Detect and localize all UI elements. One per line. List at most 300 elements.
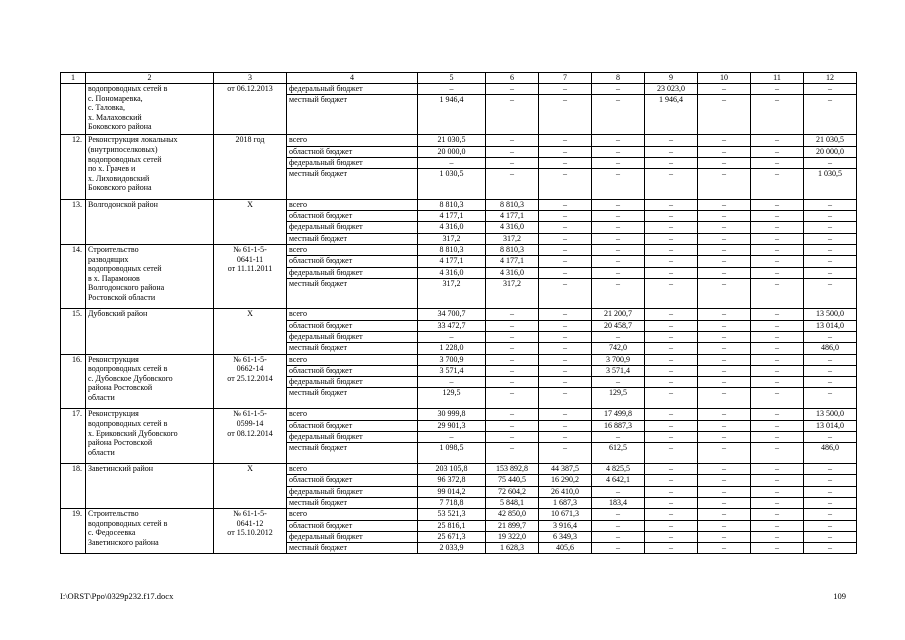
funding-source: федеральный бюджет — [287, 157, 418, 168]
amount-cell: – — [539, 420, 592, 431]
row-number: 14. — [61, 244, 86, 308]
amount-cell: – — [645, 377, 698, 388]
amount-cell: 317,2 — [418, 233, 486, 244]
amount-cell: – — [645, 199, 698, 210]
amount-cell: 99 014,2 — [418, 486, 486, 497]
amount-cell: 20 000,0 — [418, 146, 486, 157]
amount-cell: – — [592, 95, 645, 135]
table-row — [61, 199, 857, 210]
amount-cell: – — [592, 278, 645, 309]
amount-cell: – — [645, 157, 698, 168]
amount-cell: – — [592, 543, 645, 554]
amount-cell: – — [751, 267, 804, 278]
amount-cell: 4 177,1 — [418, 211, 486, 222]
amount-cell: 10 671,3 — [539, 509, 592, 520]
funding-source: местный бюджет — [287, 233, 418, 244]
amount-cell: – — [486, 431, 539, 442]
amount-cell: – — [804, 233, 857, 244]
amount-cell: – — [486, 146, 539, 157]
amount-cell: 17 499,8 — [592, 409, 645, 420]
document-info: 2018 год — [214, 135, 287, 199]
amount-cell: 4 177,1 — [486, 256, 539, 267]
amount-cell: – — [486, 320, 539, 331]
amount-cell: – — [645, 244, 698, 255]
amount-cell: – — [698, 278, 751, 309]
amount-cell: 21 030,5 — [418, 135, 486, 146]
amount-cell: – — [751, 222, 804, 233]
amount-cell: – — [486, 365, 539, 376]
amount-cell: 72 604,2 — [486, 486, 539, 497]
amount-cell: – — [539, 309, 592, 320]
row-number — [61, 84, 86, 135]
table-body — [61, 84, 857, 554]
amount-cell: – — [645, 520, 698, 531]
amount-cell: – — [592, 146, 645, 157]
amount-cell: – — [804, 267, 857, 278]
document-info: Х — [214, 464, 287, 509]
row-number: 12. — [61, 135, 86, 199]
amount-cell: 4 642,1 — [592, 475, 645, 486]
amount-cell: – — [698, 135, 751, 146]
amount-cell: – — [539, 135, 592, 146]
funding-source: всего — [287, 199, 418, 210]
funding-source: местный бюджет — [287, 498, 418, 509]
amount-cell: – — [804, 331, 857, 342]
amount-cell: 486,0 — [804, 443, 857, 464]
amount-cell: – — [751, 343, 804, 354]
amount-cell: – — [698, 486, 751, 497]
amount-cell: – — [751, 157, 804, 168]
amount-cell: – — [751, 331, 804, 342]
funding-source: федеральный бюджет — [287, 377, 418, 388]
funding-source: областной бюджет — [287, 475, 418, 486]
amount-cell: – — [698, 95, 751, 135]
funding-source: федеральный бюджет — [287, 222, 418, 233]
amount-cell: – — [486, 420, 539, 431]
column-header: 10 — [698, 73, 751, 84]
amount-cell: – — [418, 377, 486, 388]
amount-cell: – — [592, 233, 645, 244]
amount-cell: 4 177,1 — [418, 256, 486, 267]
amount-cell: – — [645, 365, 698, 376]
amount-cell: 2 033,9 — [418, 543, 486, 554]
amount-cell: – — [804, 388, 857, 409]
amount-cell: 21 030,5 — [804, 135, 857, 146]
amount-cell: – — [539, 84, 592, 95]
amount-cell: 486,0 — [804, 343, 857, 354]
amount-cell: 1 030,5 — [804, 169, 857, 200]
amount-cell: 13 500,0 — [804, 309, 857, 320]
amount-cell: – — [486, 331, 539, 342]
amount-cell: – — [751, 365, 804, 376]
amount-cell: – — [698, 377, 751, 388]
amount-cell: 4 316,0 — [418, 222, 486, 233]
amount-cell: – — [486, 135, 539, 146]
amount-cell: 1 228,0 — [418, 343, 486, 354]
amount-cell: 23 023,0 — [645, 84, 698, 95]
amount-cell: – — [698, 244, 751, 255]
object-name: Реконструкция водопроводных сетей в х. Ериковский Дубовского района Ростовской области — [86, 409, 214, 464]
document-info: № 61-1-5- 0662-14 от 25.12.2014 — [214, 354, 287, 409]
amount-cell: – — [539, 199, 592, 210]
amount-cell: – — [698, 146, 751, 157]
amount-cell: – — [751, 244, 804, 255]
amount-cell: 25 816,1 — [418, 520, 486, 531]
amount-cell: – — [804, 498, 857, 509]
amount-cell: – — [418, 84, 486, 95]
amount-cell: – — [751, 543, 804, 554]
amount-cell: – — [539, 365, 592, 376]
amount-cell: – — [698, 256, 751, 267]
amount-cell: – — [592, 531, 645, 542]
amount-cell: – — [645, 256, 698, 267]
amount-cell: – — [698, 157, 751, 168]
amount-cell: – — [418, 431, 486, 442]
amount-cell: 25 671,3 — [418, 531, 486, 542]
amount-cell: 42 850,0 — [486, 509, 539, 520]
column-header: 12 — [804, 73, 857, 84]
amount-cell: – — [751, 354, 804, 365]
funding-source: федеральный бюджет — [287, 331, 418, 342]
amount-cell: 317,2 — [418, 278, 486, 309]
amount-cell: – — [645, 498, 698, 509]
funding-source: федеральный бюджет — [287, 84, 418, 95]
amount-cell: – — [751, 278, 804, 309]
funding-source: всего — [287, 464, 418, 475]
column-header: 9 — [645, 73, 698, 84]
amount-cell: – — [698, 498, 751, 509]
amount-cell: – — [804, 431, 857, 442]
object-name: Волгодонской район — [86, 199, 214, 244]
amount-cell: 317,2 — [486, 233, 539, 244]
amount-cell: 21 899,7 — [486, 520, 539, 531]
object-name: Заветинский район — [86, 464, 214, 509]
amount-cell: 4 177,1 — [486, 211, 539, 222]
document-info: № 61-1-5- 0641-11 от 11.11.2011 — [214, 244, 287, 308]
amount-cell: 16 290,2 — [539, 475, 592, 486]
amount-cell: – — [645, 267, 698, 278]
amount-cell: – — [751, 320, 804, 331]
amount-cell: 21 200,7 — [592, 309, 645, 320]
amount-cell: – — [698, 388, 751, 409]
amount-cell: – — [698, 475, 751, 486]
amount-cell: – — [698, 443, 751, 464]
column-header: 11 — [751, 73, 804, 84]
object-name: водопроводных сетей в с. Пономаревка, с. Таловка, х. Малаховский Боковского района — [86, 84, 214, 135]
amount-cell: – — [751, 520, 804, 531]
amount-cell: – — [539, 267, 592, 278]
amount-cell: – — [804, 365, 857, 376]
amount-cell: – — [804, 157, 857, 168]
amount-cell: – — [751, 309, 804, 320]
budget-table — [60, 72, 857, 554]
amount-cell: 203 105,8 — [418, 464, 486, 475]
amount-cell: – — [539, 331, 592, 342]
amount-cell: – — [592, 135, 645, 146]
amount-cell: – — [592, 199, 645, 210]
amount-cell: – — [486, 169, 539, 200]
amount-cell: 183,4 — [592, 498, 645, 509]
amount-cell: – — [804, 354, 857, 365]
funding-source: местный бюджет — [287, 543, 418, 554]
amount-cell: – — [698, 84, 751, 95]
amount-cell: 26 410,0 — [539, 486, 592, 497]
amount-cell: – — [804, 95, 857, 135]
amount-cell: – — [751, 486, 804, 497]
funding-source: федеральный бюджет — [287, 486, 418, 497]
amount-cell: – — [804, 475, 857, 486]
amount-cell: – — [751, 498, 804, 509]
amount-cell: – — [486, 354, 539, 365]
amount-cell: – — [486, 95, 539, 135]
amount-cell: 8 810,3 — [418, 244, 486, 255]
funding-source: местный бюджет — [287, 278, 418, 309]
table-row — [61, 135, 857, 146]
amount-cell: – — [698, 211, 751, 222]
amount-cell: – — [751, 388, 804, 409]
amount-cell: 33 472,7 — [418, 320, 486, 331]
amount-cell: – — [751, 431, 804, 442]
amount-cell: 153 892,8 — [486, 464, 539, 475]
amount-cell: – — [592, 267, 645, 278]
amount-cell: – — [751, 475, 804, 486]
amount-cell: – — [645, 331, 698, 342]
amount-cell: – — [539, 377, 592, 388]
column-header: 3 — [214, 73, 287, 84]
amount-cell: – — [539, 169, 592, 200]
amount-cell: – — [592, 222, 645, 233]
amount-cell: 34 700,7 — [418, 309, 486, 320]
funding-source: областной бюджет — [287, 211, 418, 222]
amount-cell: 20 000,0 — [804, 146, 857, 157]
amount-cell: 6 349,3 — [539, 531, 592, 542]
amount-cell: 1 098,5 — [418, 443, 486, 464]
amount-cell: 4 316,0 — [418, 267, 486, 278]
amount-cell: – — [645, 343, 698, 354]
amount-cell: 317,2 — [486, 278, 539, 309]
amount-cell: – — [539, 431, 592, 442]
funding-source: местный бюджет — [287, 169, 418, 200]
amount-cell: – — [486, 377, 539, 388]
object-name: Строительство разводящих водопроводных сетей в х. Парамонов Волгодонского района Ростовской области — [86, 244, 214, 308]
amount-cell: 30 999,8 — [418, 409, 486, 420]
amount-cell: – — [539, 320, 592, 331]
column-header: 1 — [61, 73, 86, 84]
amount-cell: 405,6 — [539, 543, 592, 554]
amount-cell: – — [698, 331, 751, 342]
amount-cell: – — [486, 388, 539, 409]
amount-cell: 13 014,0 — [804, 420, 857, 431]
amount-cell: – — [645, 543, 698, 554]
amount-cell: 1 687,3 — [539, 498, 592, 509]
amount-cell: 75 440,5 — [486, 475, 539, 486]
amount-cell: – — [698, 365, 751, 376]
amount-cell: 4 825,5 — [592, 464, 645, 475]
funding-source: областной бюджет — [287, 420, 418, 431]
amount-cell: – — [751, 233, 804, 244]
amount-cell: – — [804, 222, 857, 233]
amount-cell: – — [539, 211, 592, 222]
funding-source: всего — [287, 244, 418, 255]
document-info: № 61-1-5- 0599-14 от 08.12.2014 — [214, 409, 287, 464]
table-row — [61, 244, 857, 255]
amount-cell: – — [804, 464, 857, 475]
amount-cell: 96 372,8 — [418, 475, 486, 486]
amount-cell: – — [645, 320, 698, 331]
amount-cell: – — [698, 509, 751, 520]
amount-cell: – — [645, 169, 698, 200]
amount-cell: 742,0 — [592, 343, 645, 354]
amount-cell: – — [539, 388, 592, 409]
amount-cell: 8 810,3 — [486, 199, 539, 210]
amount-cell: – — [486, 309, 539, 320]
funding-source: федеральный бюджет — [287, 431, 418, 442]
amount-cell: – — [751, 377, 804, 388]
amount-cell: – — [698, 431, 751, 442]
amount-cell: 8 810,3 — [486, 244, 539, 255]
document-info: от 06.12.2013 — [214, 84, 287, 135]
amount-cell: 7 718,8 — [418, 498, 486, 509]
row-number: 19. — [61, 509, 86, 554]
amount-cell: – — [539, 157, 592, 168]
amount-cell: – — [592, 377, 645, 388]
amount-cell: – — [751, 256, 804, 267]
amount-cell: – — [751, 409, 804, 420]
amount-cell: – — [645, 420, 698, 431]
amount-cell: – — [645, 464, 698, 475]
funding-source: федеральный бюджет — [287, 531, 418, 542]
amount-cell: – — [539, 278, 592, 309]
funding-source: местный бюджет — [287, 95, 418, 135]
amount-cell: – — [751, 146, 804, 157]
amount-cell: – — [539, 256, 592, 267]
amount-cell: – — [751, 95, 804, 135]
amount-cell: – — [751, 135, 804, 146]
amount-cell: – — [645, 146, 698, 157]
amount-cell: 3 916,4 — [539, 520, 592, 531]
amount-cell: – — [804, 520, 857, 531]
amount-cell: – — [645, 531, 698, 542]
funding-source: местный бюджет — [287, 343, 418, 354]
amount-cell: – — [592, 169, 645, 200]
amount-cell: – — [751, 531, 804, 542]
amount-cell: – — [645, 309, 698, 320]
amount-cell: 4 316,0 — [486, 222, 539, 233]
amount-cell: – — [804, 531, 857, 542]
amount-cell: – — [486, 157, 539, 168]
amount-cell: – — [592, 331, 645, 342]
table-row — [61, 309, 857, 320]
amount-cell: – — [804, 377, 857, 388]
amount-cell: – — [804, 278, 857, 309]
amount-cell: – — [645, 509, 698, 520]
table-row — [61, 509, 857, 520]
amount-cell: – — [592, 509, 645, 520]
amount-cell: 13 500,0 — [804, 409, 857, 420]
object-name: Строительство водопроводных сетей в с. Федосеевка Заветинского района — [86, 509, 214, 554]
amount-cell: – — [804, 244, 857, 255]
amount-cell: – — [698, 543, 751, 554]
funding-source: областной бюджет — [287, 146, 418, 157]
row-number: 17. — [61, 409, 86, 464]
document-info: № 61-1-5- 0641-12 от 15.10.2012 — [214, 509, 287, 554]
amount-cell: – — [486, 443, 539, 464]
amount-cell: 3 571,4 — [592, 365, 645, 376]
amount-cell: – — [645, 354, 698, 365]
amount-cell: – — [592, 84, 645, 95]
table-row — [61, 354, 857, 365]
funding-source: областной бюджет — [287, 320, 418, 331]
amount-cell: 53 521,3 — [418, 509, 486, 520]
table-row — [61, 84, 857, 95]
row-number: 18. — [61, 464, 86, 509]
amount-cell: – — [804, 256, 857, 267]
amount-cell: – — [804, 486, 857, 497]
amount-cell: – — [592, 211, 645, 222]
amount-cell: – — [539, 222, 592, 233]
amount-cell: – — [645, 409, 698, 420]
amount-cell: – — [751, 199, 804, 210]
amount-cell: – — [486, 343, 539, 354]
amount-cell: – — [592, 157, 645, 168]
column-header: 8 — [592, 73, 645, 84]
funding-source: федеральный бюджет — [287, 267, 418, 278]
amount-cell: – — [539, 443, 592, 464]
amount-cell: – — [804, 211, 857, 222]
amount-cell: – — [539, 409, 592, 420]
object-name: Дубовский район — [86, 309, 214, 354]
amount-cell: – — [486, 84, 539, 95]
amount-cell: – — [698, 464, 751, 475]
funding-source: местный бюджет — [287, 443, 418, 464]
amount-cell: – — [645, 233, 698, 244]
table-row — [61, 464, 857, 475]
object-name: Реконструкция локальных (внутрипоселковых) водопроводных сетей по х. Грачев и х. Лиховидовский Боковского района — [86, 135, 214, 199]
amount-cell: – — [751, 211, 804, 222]
funding-source: всего — [287, 354, 418, 365]
amount-cell: – — [592, 431, 645, 442]
amount-cell: 1 946,4 — [418, 95, 486, 135]
amount-cell: 1 030,5 — [418, 169, 486, 200]
amount-cell: – — [539, 354, 592, 365]
amount-cell: – — [698, 320, 751, 331]
amount-cell: – — [539, 233, 592, 244]
amount-cell: – — [645, 486, 698, 497]
amount-cell: – — [698, 267, 751, 278]
amount-cell: – — [592, 486, 645, 497]
amount-cell: – — [645, 211, 698, 222]
funding-source: областной бюджет — [287, 256, 418, 267]
column-number-header — [61, 73, 857, 84]
amount-cell: 3 700,9 — [592, 354, 645, 365]
row-number: 15. — [61, 309, 86, 354]
amount-cell: 19 322,0 — [486, 531, 539, 542]
page-number: 109 — [833, 591, 846, 601]
amount-cell: – — [751, 84, 804, 95]
amount-cell: – — [698, 343, 751, 354]
amount-cell: – — [698, 354, 751, 365]
funding-source: всего — [287, 409, 418, 420]
column-header: 2 — [86, 73, 214, 84]
amount-cell: – — [592, 520, 645, 531]
amount-cell: – — [698, 222, 751, 233]
funding-source: всего — [287, 135, 418, 146]
funding-source: областной бюджет — [287, 365, 418, 376]
amount-cell: 20 458,7 — [592, 320, 645, 331]
amount-cell: – — [698, 309, 751, 320]
amount-cell: – — [645, 135, 698, 146]
funding-source: местный бюджет — [287, 388, 418, 409]
